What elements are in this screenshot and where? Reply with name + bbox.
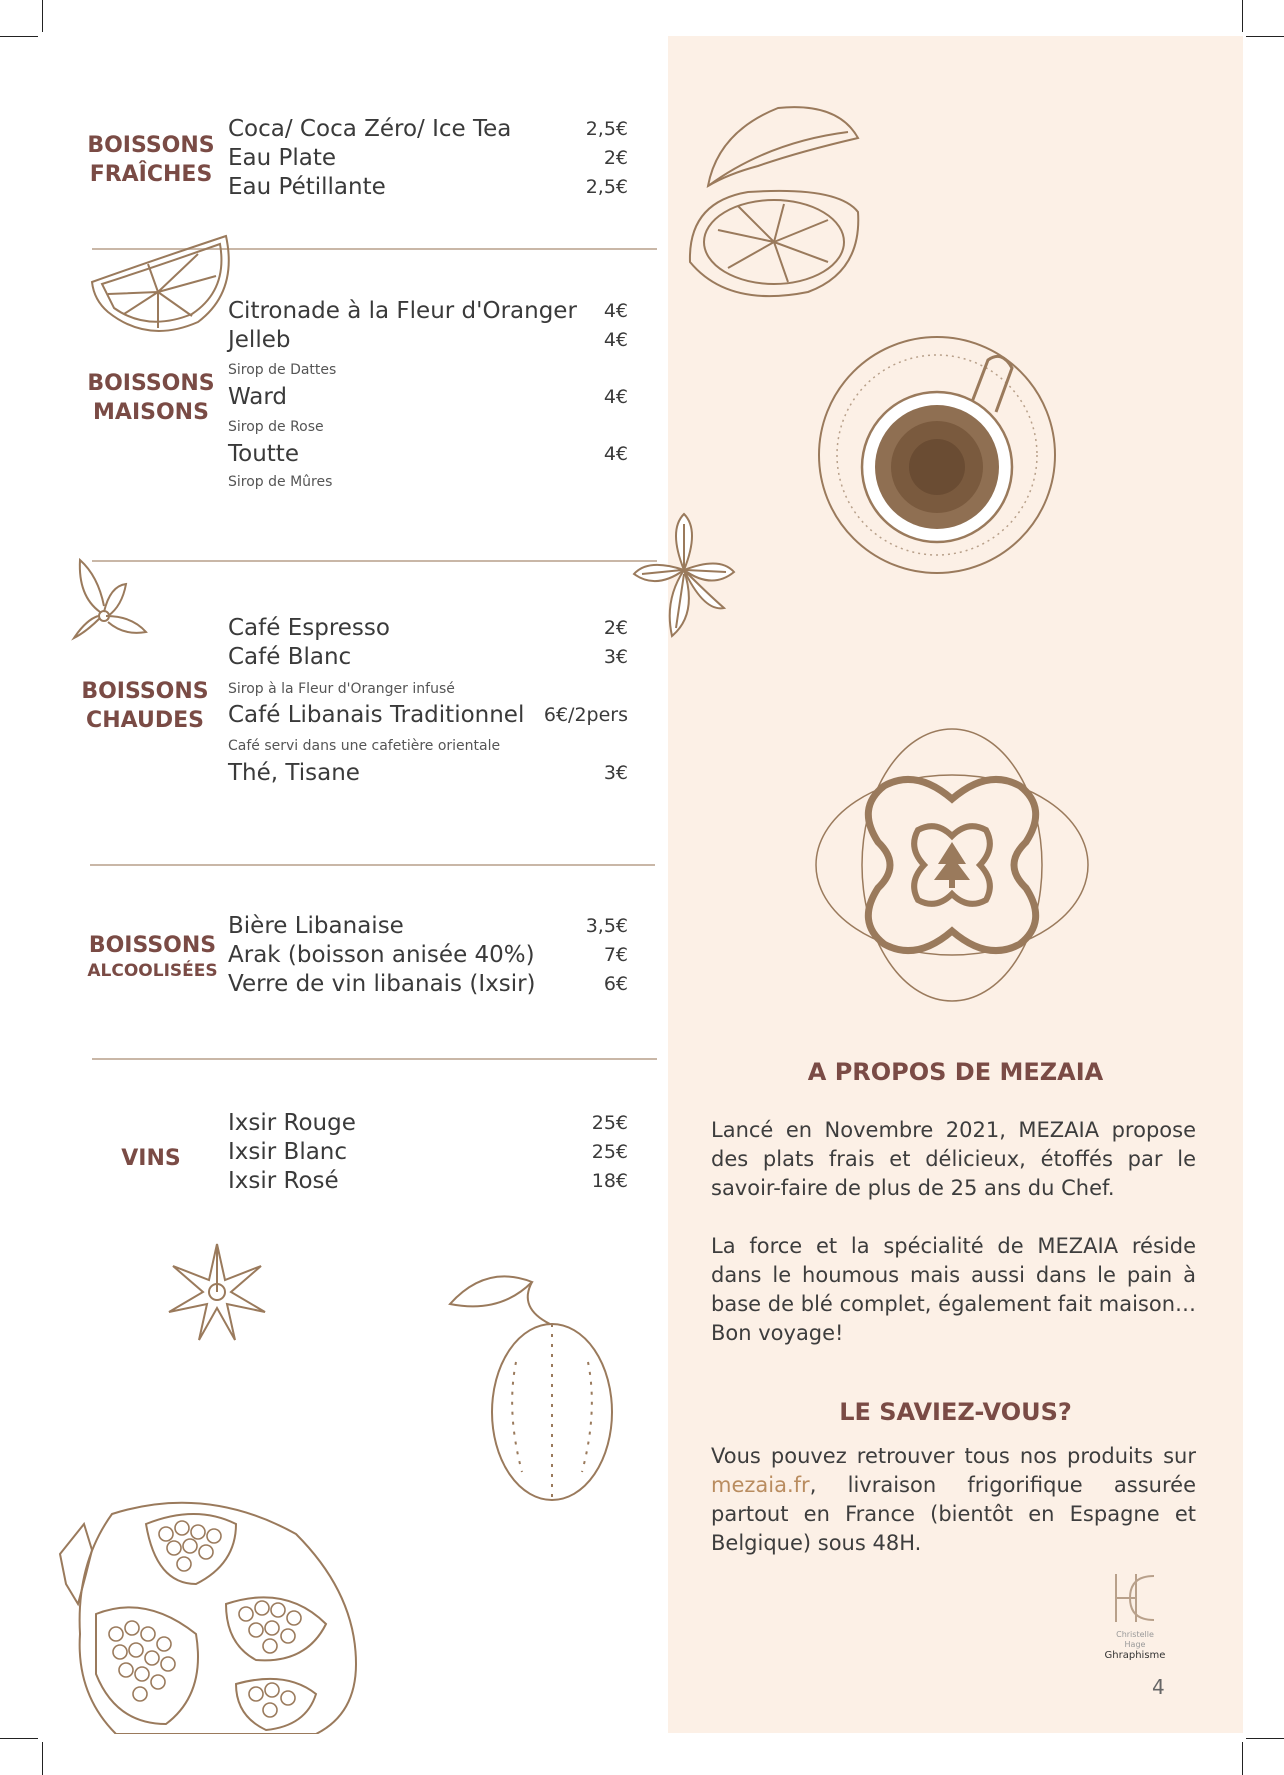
lemon-half-illustration [688, 102, 860, 302]
star-anise-illustration [165, 1240, 269, 1344]
item-name: Citronade à la Fleur d'Oranger [228, 298, 577, 324]
item-name: Ixsir Blanc [228, 1139, 348, 1165]
item-name: Eau Pétillante [228, 174, 386, 200]
section-divider [92, 560, 657, 562]
item-price: 2€ [603, 147, 628, 169]
item-name: Jelleb [228, 327, 291, 353]
item-price: 4€ [603, 443, 628, 465]
mint-leaf-illustration [628, 510, 740, 646]
section-title: VINS [121, 1146, 181, 1171]
designer-name: Hage [1124, 1640, 1146, 1649]
item-description: Sirop de Mûres [228, 474, 333, 490]
item-price: 2,5€ [585, 118, 628, 140]
designer-studio: Ghraphisme [1104, 1650, 1166, 1661]
item-name: Toutte [228, 441, 299, 467]
item-name: Café Libanais Traditionnel [228, 702, 525, 728]
menu-item [228, 298, 628, 327]
about-paragraph: Lancé en Novembre 2021, MEZAIA propose des plats frais et délicieux, étoffés par le savoir-faire de plus de 25 ans du Chef. [711, 1118, 1196, 1200]
item-name: Verre de vin libanais (Ixsir) [228, 971, 536, 997]
about-paragraph: La force et la spécialité de MEZAIA réside dans le houmous mais aussi dans le pain à base de blé complet, également fait maison… Bon voyage! [711, 1234, 1196, 1345]
item-price: 25€ [591, 1112, 628, 1134]
menu-item [228, 1110, 628, 1139]
item-price: 4€ [603, 300, 628, 322]
section-divider [92, 1058, 657, 1060]
know-title: LE SAVIEZ-VOUS? [839, 1398, 1072, 1426]
mezaia-logo [812, 724, 1092, 1006]
item-name: Arak (boisson anisée 40%) [228, 942, 535, 968]
item-price: 2,5€ [585, 176, 628, 198]
menu-item [228, 1139, 628, 1168]
menu-item [228, 116, 628, 145]
about-title: A PROPOS DE MEZAIA [807, 1058, 1104, 1086]
menu-item [228, 760, 628, 789]
item-price: 6€ [603, 973, 628, 995]
item-description: Sirop de Rose [228, 419, 324, 435]
menu-item [228, 913, 628, 942]
menu-item [228, 145, 628, 174]
item-price: 18€ [591, 1170, 628, 1192]
item-name: Ixsir Rouge [228, 1110, 356, 1136]
crop-mark [42, 0, 43, 32]
designer-name: Christelle [1116, 1630, 1154, 1639]
section-divider [90, 864, 655, 866]
item-price: 6€/2pers [543, 704, 628, 726]
designer-signature [1100, 1570, 1170, 1661]
item-name: Ward [228, 384, 288, 410]
item-description: Café servi dans une cafetière orientale [228, 738, 501, 754]
item-name: Café Espresso [228, 615, 390, 641]
item-name: Ixsir Rosé [228, 1168, 339, 1194]
section-title: BOISSONS FRAÎCHES [87, 133, 215, 187]
menu-item [228, 1168, 628, 1197]
menu-item [228, 174, 628, 203]
section-title: BOISSONS MAISONS [87, 371, 215, 425]
item-price: 4€ [603, 386, 628, 408]
pomegranate-illustration [56, 1494, 366, 1734]
item-price: 3,5€ [585, 915, 628, 937]
menu-item [228, 971, 628, 1000]
section-title: BOISSONS ALCOOLISÉES [87, 933, 218, 981]
item-name: Thé, Tisane [228, 760, 360, 786]
menu-item [228, 942, 628, 971]
crop-mark [42, 1742, 43, 1775]
crop-mark [1242, 1742, 1243, 1775]
menu-item [228, 702, 628, 731]
item-price: 4€ [603, 329, 628, 351]
coffee-cup-illustration [812, 330, 1062, 580]
crop-mark [1242, 0, 1243, 32]
item-price: 3€ [603, 646, 628, 668]
lemon-illustration [446, 1262, 636, 1510]
menu-item [228, 615, 628, 644]
item-name: Bière Libanaise [228, 913, 404, 939]
crop-mark [0, 36, 38, 37]
orange-blossom-illustration [70, 556, 150, 642]
item-description: Sirop à la Fleur d'Oranger infusé [228, 681, 455, 697]
item-name: Coca/ Coca Zéro/ Ice Tea [228, 116, 512, 142]
section-title: BOISSONS CHAUDES [81, 679, 209, 733]
item-name: Eau Plate [228, 145, 337, 171]
item-price: 3€ [603, 762, 628, 784]
menu-item [228, 327, 628, 356]
item-price: 7€ [603, 944, 628, 966]
menu-item [228, 384, 628, 413]
menu-item [228, 644, 628, 673]
know-paragraph: Vous pouvez retrouver tous nos produits sur mezaia.fr, livraison frigorifique assurée partout en France (bientôt en Espagne et Belgique) sous 48H. [711, 1444, 1196, 1555]
item-name: Café Blanc [228, 644, 352, 670]
crop-mark [0, 1738, 38, 1739]
item-price: 25€ [591, 1141, 628, 1163]
menu-item [228, 441, 628, 470]
item-description: Sirop de Dattes [228, 362, 337, 378]
crop-mark [1246, 1738, 1284, 1739]
website-link[interactable]: mezaia.fr [711, 1473, 810, 1497]
designer-logo [1110, 1570, 1160, 1626]
page-number: 4 [1152, 1675, 1165, 1699]
crop-mark [1246, 36, 1284, 37]
orange-slice-illustration [88, 232, 240, 342]
item-price: 2€ [603, 617, 628, 639]
